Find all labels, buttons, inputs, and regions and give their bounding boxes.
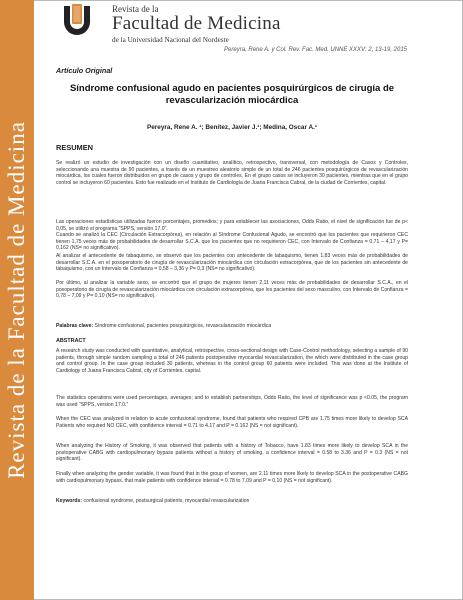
abstract-paragraph: When the CEC was analyzed in relation to acute confusional syndrome, found that patients who required CPB are 1.75 times more likely to develop SCA Patients who required NO CEC, with confidence interval = 0.71 to 4.17 and P = 0.162 (NS = not significant). bbox=[56, 416, 408, 429]
resumen-heading: RESUMEN bbox=[56, 143, 93, 152]
unne-logo-icon bbox=[60, 4, 94, 40]
resumen-paragraph: Se realizó un estudio de investigación con un diseño cuantitativo, analítico, retrospectivo, transversal, con metodología de Casos y Controles, seleccionando una muestra de 90 pacientes, a través de un muestreo aleatorio simple de un total de 246 pacientes posquirúrgicos de revascularización miocárdica, los cuales fueron distribuidos en grupo de casos y grupo de controles. En el grupo casos se incluyeron 30 pacientes, mientras que en el grupo control se incluyeron 60 pacientes. Esto fue realizado en el Instituto de Cardiología de Juana Francisca Cabral, de la ciudad de Corrientes, capital. bbox=[56, 160, 408, 186]
resumen-paragraph: Por último, al analizar la variable sexo, se encontró que el grupo de mujeres tienen 2,11 veces más de probabilidades de desarrollar S.C.A., en el posoperatorio de cirugía de revascularización miocárdica con circulación extracorpórea, que los pacientes del sexo masculino, con Intervalo de Confianza = 0,78 – 7,09 y P= 0,10 (NS= no significativo). bbox=[56, 280, 408, 300]
abstract-paragraph: When analyzing the History of Smoking, it was observed that patients with a history of Tobacco, have 1.83 times more likely to develop SCA in the postoperative CABG with cardiopulmonary bypass patients without a history of smoking, a confidence interval = 0.58 to 3.36 and P = 0.3 (NS = not significant). bbox=[56, 443, 408, 463]
keywords-text: confusional syndrome, postsurgical patients, myocardial revascularization bbox=[82, 498, 250, 504]
page-border-top bbox=[0, 0, 463, 1]
citation-line: Pereyra, Rene A. y Col. Rev. Fac. Med. UNNE XXXV: 2, 13-19, 2015 bbox=[224, 47, 407, 53]
abstract-paragraph: The statistics operations were used percentages, averages; and to establish partnerships, Odds Ratio, the level of significance was p <0.05, the program was used "SPPS, version 17.0." bbox=[56, 395, 408, 408]
brand-subtitle: de la Universidad Nacional del Nordeste bbox=[112, 36, 229, 44]
resumen-paragraph: Las operaciones estadísticas utilizadas fueron porcentajes, promedios; y para establecer las asociaciones, Odds Ratio, el nivel de significación fue de p< 0,05, se utilizó el programa "SPPS, versión 17.0". bbox=[56, 219, 408, 232]
resumen-paragraph: Al analizar el antecedente de tabaquismo, se observó que los pacientes con antecedente de tabaquismo, tienen 1,83 veces más de probabilidades de desarrollar S.C.A. en el posoperatorio de cirugía de revascularización miocárdica con circulación extracorpórea, que de los pacientes sin antecedente de tabaquismo, con un Intervalo de Confianza = 0,58 – 3,36 y P= 0,3 (NS= no significativo). bbox=[56, 253, 408, 273]
keywords-text: Síndrome confusional, pacientes posquirúrgicos, revascularización miocárdica bbox=[93, 323, 272, 329]
keywords-label: Palabras clave: bbox=[56, 323, 94, 329]
section-label: Artículo Original bbox=[56, 66, 113, 75]
sidebar-journal-name: Revista de la Facultad de Medicina bbox=[4, 121, 29, 479]
resumen-keywords bbox=[56, 323, 408, 330]
brand-small-text: Revista de la bbox=[112, 4, 159, 14]
brand-title: Facultad de Medicina bbox=[112, 13, 281, 34]
abstract-keywords bbox=[56, 498, 408, 505]
journal-sidebar bbox=[0, 0, 34, 600]
abstract-heading: ABSTRACT bbox=[56, 338, 86, 344]
abstract-paragraph: A research study was conducted with quantitative, analytical, retrospective, cross-sectional design with Case-Control methodology, selecting a sample of 90 patients, through simple random sampling a total of 246 patients postoperative myocardial revascularization, the which were distributed in the case group and control group. In the case group included 30 patients, whereas in the control group 60 patients were included. This was done at the Institute of Cardiology of Juana Francisca Cabral, city of Corrientes, capital. bbox=[56, 348, 408, 374]
keywords-label: Keywords: bbox=[56, 498, 83, 504]
abstract-paragraph: Finally when analyzing the gender variable, it was found that in the group of women, are 2.11 times more likely to develop SCA in the postoperative CABG with cardiopulmonary bypass, that male patients with confidence interval = 0.78 to 7.09 and P = 0.10 (NS = not significant). bbox=[56, 471, 408, 484]
resumen-paragraph: Cuando se analizó la CEC (Circulación Extracorpórea), en relación al Síndrome Confusional Agudo, se encontró que los pacientes que requirieron CEC tienen 1,75 veces más de probabilidades de desarrollar S.C.A. que los pacientes que no requirieron CEC, con Intervalo de Confianza = 0,71 – 4,17 y P= 0,162 (NS= no significativo). bbox=[56, 232, 408, 252]
article-authors: Pereyra, Rene A. ¹; Benítez, Javier J.¹; Medina, Oscar A.¹ bbox=[146, 124, 317, 131]
article-title: Síndrome confusional agudo en pacientes posquirúrgicos de cirugía de revascularización miocárdica bbox=[69, 83, 395, 106]
